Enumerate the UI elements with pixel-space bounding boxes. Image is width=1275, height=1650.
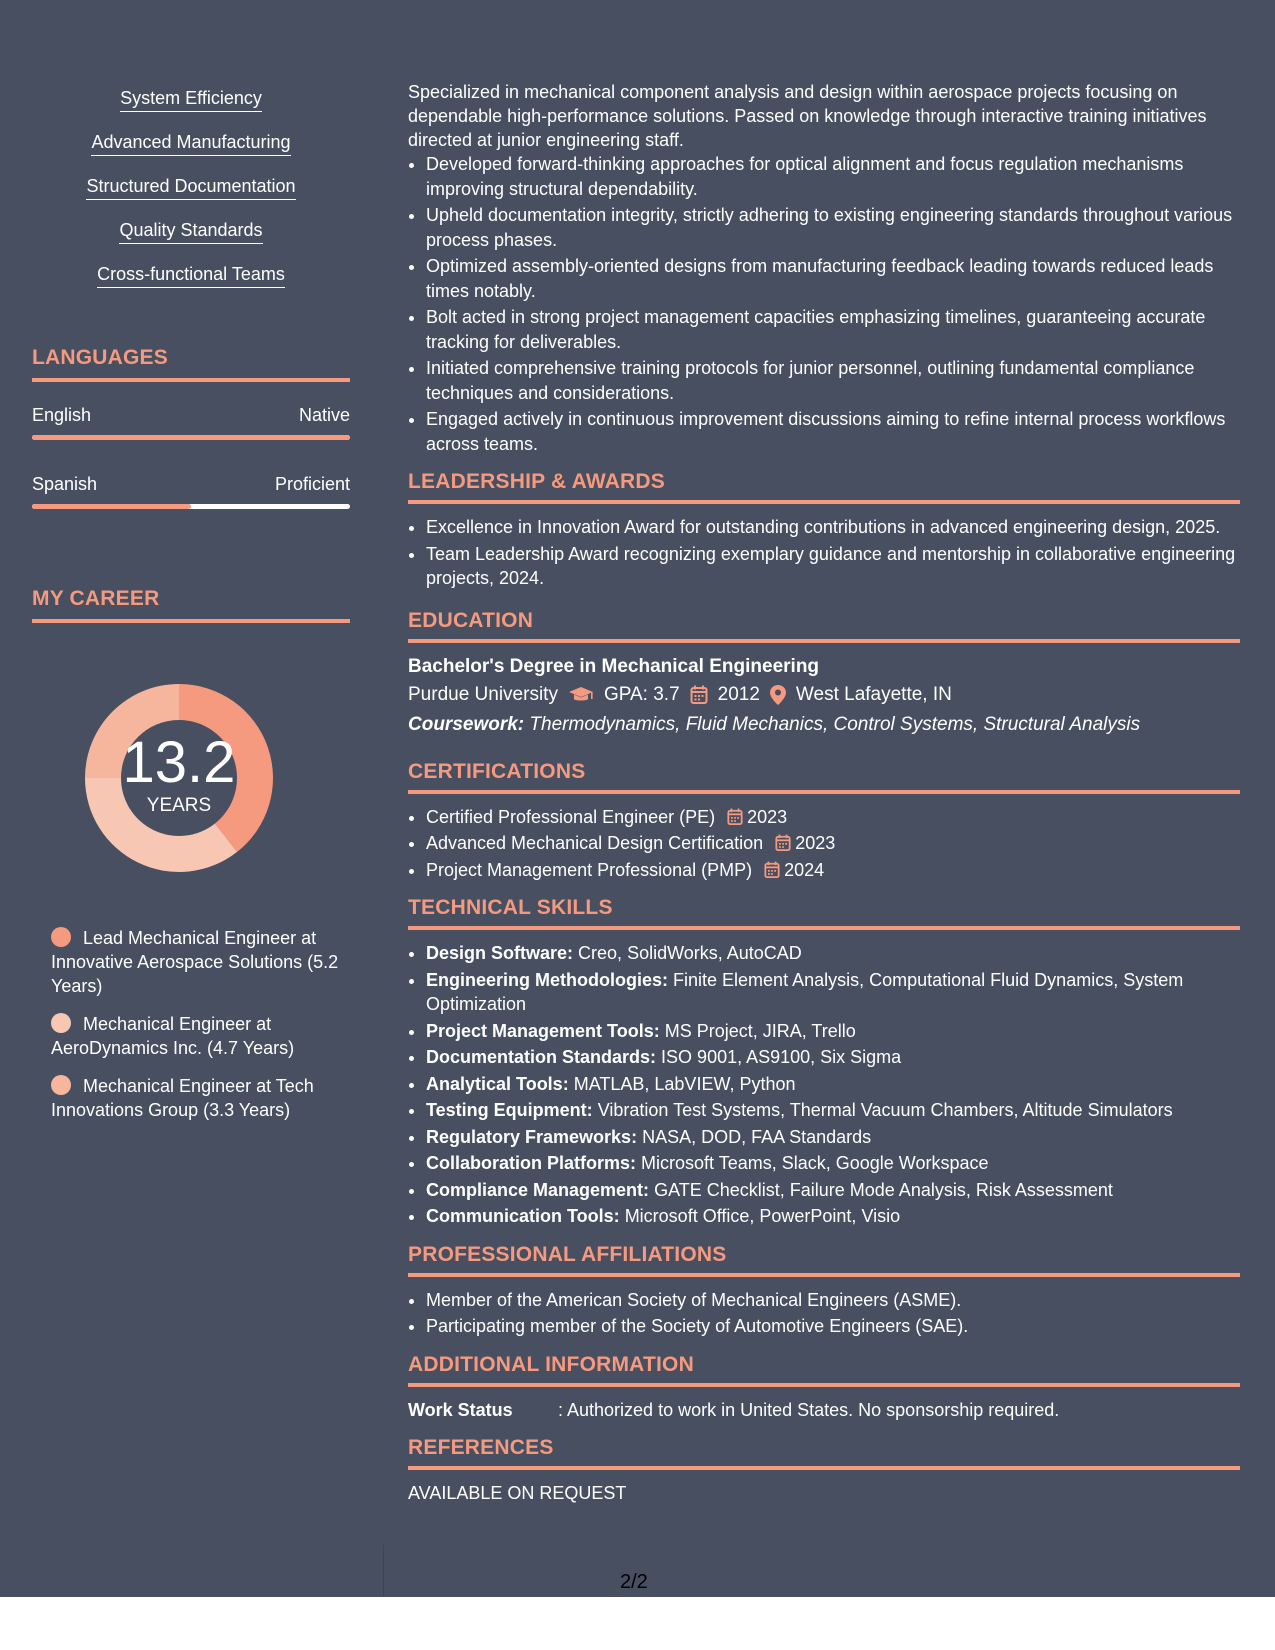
section-rule (408, 926, 1240, 930)
calendar-icon (775, 834, 791, 852)
section-rule (408, 1273, 1240, 1277)
skill-category: Analytical Tools: (426, 1073, 569, 1094)
certification-year: 2024 (784, 859, 825, 880)
career-legend-item (51, 1012, 341, 1060)
skill-category: Compliance Management: (426, 1179, 650, 1200)
award-item: • Team Leadership Award recognizing exemplary guidance and mentorship in collaborative engineering projects, 2024. (426, 542, 1240, 591)
education-heading: EDUCATION (408, 608, 534, 632)
skill-values: Vibration Test Systems, Thermal Vacuum Chambers, Altitude Simulators (597, 1100, 1173, 1120)
skill-values: Microsoft Teams, Slack, Google Workspace (641, 1153, 989, 1173)
certification-item (426, 858, 1240, 883)
technical-skill-item (426, 941, 1240, 966)
affiliations-section (408, 1243, 1240, 1339)
technical-skill-item (426, 1125, 1240, 1150)
calendar-icon (690, 685, 708, 705)
certification-name: • Advanced Mechanical Design Certification (426, 833, 764, 853)
skill-tag: Structured Documentation (86, 175, 295, 200)
certification-year: 2023 (795, 833, 836, 853)
references-section (408, 1436, 1240, 1505)
skill-category: Regulatory Frameworks: (426, 1126, 638, 1147)
section-rule (408, 1466, 1240, 1470)
calendar-icon (764, 861, 780, 879)
graduation-year: 2012 (717, 683, 760, 705)
skill-values: MATLAB, LabVIEW, Python (573, 1073, 796, 1094)
map-pin-icon (770, 685, 786, 705)
skill-values: GATE Checklist, Failure Mode Analysis, Risk Assessment (654, 1179, 1113, 1200)
technical-skill-item (426, 1178, 1240, 1203)
gpa: GPA: 3.7 (603, 683, 680, 705)
technical-skills-section (408, 896, 1240, 1229)
degree-title: Bachelor's Degree in Mechanical Engineering (408, 655, 820, 677)
legend-label: Mechanical Engineer at Tech Innovations Group (3.3 Years) (51, 1076, 314, 1120)
skill-category: Engineering Methodologies: (426, 969, 668, 990)
technical-skill-item (426, 1098, 1240, 1123)
experience-summary: Specialized in mechanical component analysis and design within aerospace projects focusing on dependable high-performance solutions. Passed on knowledge through interactive training initiatives directed at junior engineering staff. (408, 82, 1207, 150)
skill-values: MS Project, JIRA, Trello (664, 1020, 856, 1041)
career-section-header (32, 587, 350, 623)
education-location: West Lafayette, IN (795, 683, 952, 705)
certifications-section (408, 760, 1240, 883)
languages-heading: LANGUAGES (32, 346, 168, 369)
coursework (408, 710, 1240, 740)
section-rule (408, 790, 1240, 794)
skill-category: Testing Equipment: (426, 1100, 593, 1120)
column-divider (383, 1545, 384, 1597)
experience-bullet: • Developed forward-thinking approaches for optical alignment and focus regulation mechanisms improving structural dependability. (426, 152, 1240, 201)
affiliation-item: • Member of the American Society of Mechanical Engineers (ASME). (426, 1288, 1240, 1313)
career-heading: MY CAREER (32, 587, 160, 610)
section-rule (408, 500, 1240, 504)
career-donut-chart (67, 666, 291, 890)
career-years-label: YEARS (146, 795, 212, 816)
certification-item (426, 831, 1240, 856)
additional-information-heading: ADDITIONAL INFORMATION (408, 1352, 694, 1376)
language-row-spanish (32, 473, 350, 509)
legend-dot (51, 1013, 71, 1033)
skill-category: Communication Tools: (426, 1206, 620, 1226)
technical-skills-heading: TECHNICAL SKILLS (408, 896, 613, 919)
legend-label: Lead Mechanical Engineer at Innovative Aerospace Solutions (5.2 Years) (51, 928, 339, 996)
technical-skill-item (426, 1019, 1240, 1044)
leadership-section (408, 470, 1240, 591)
language-level-bar (32, 435, 350, 440)
technical-skill-item (426, 968, 1240, 1017)
experience-bullet: • Upheld documentation integrity, strictly adhering to existing engineering standards throughout various process phases. (426, 203, 1240, 252)
references-text: AVAILABLE ON REQUEST (408, 1482, 627, 1503)
skill-values: ISO 9001, AS9100, Six Sigma (661, 1047, 902, 1067)
section-rule (408, 639, 1240, 643)
technical-skill-item (426, 1045, 1240, 1070)
page-number: 2/2 (620, 1571, 648, 1593)
experience-bullet: • Optimized assembly-oriented designs from manufacturing feedback leading towards reduced leads times notably. (426, 254, 1240, 303)
right-column (408, 80, 1240, 1505)
additional-information-section (408, 1353, 1240, 1422)
work-status (408, 1398, 1240, 1422)
language-level-fill (32, 504, 191, 509)
work-status-label: Work Status (408, 1399, 513, 1420)
section-rule (32, 619, 350, 623)
certification-year: 2023 (747, 806, 788, 827)
skill-tag: Cross-functional Teams (97, 263, 285, 288)
legend-dot (51, 927, 71, 947)
skill-category: Project Management Tools: (426, 1020, 660, 1041)
career-legend-item (51, 1074, 341, 1122)
education-details (408, 680, 1240, 710)
language-level-fill (32, 435, 350, 440)
experience-bullets (408, 152, 1240, 456)
career-total-years: 13.2 (122, 730, 236, 795)
affiliations-heading: PROFESSIONAL AFFILIATIONS (408, 1242, 727, 1266)
technical-skill-item (426, 1151, 1240, 1176)
calendar-icon (727, 808, 743, 826)
certification-name: • Project Management Professional (PMP) (426, 859, 753, 880)
technical-skill-item (426, 1072, 1240, 1097)
language-level: Native (298, 405, 350, 425)
experience-bullet: • Bolt acted in strong project management capacities emphasizing timelines, guaranteeing accurate tracking for deliverables. (426, 305, 1240, 354)
leadership-heading: LEADERSHIP & AWARDS (408, 470, 665, 493)
skill-category: Collaboration Platforms: (426, 1153, 637, 1173)
award-item: • Excellence in Innovation Award for outstanding contributions in advanced engineering design, 2025. (426, 515, 1240, 540)
language-name: Spanish (32, 474, 98, 494)
experience-bullet: • Initiated comprehensive training protocols for junior personnel, outlining fundamental compliance techniques and considerations. (426, 356, 1240, 405)
skill-values: Microsoft Office, PowerPoint, Visio (624, 1206, 901, 1226)
graduation-cap-icon (568, 686, 594, 704)
language-level-bar (32, 504, 350, 509)
legend-dot (51, 1075, 71, 1095)
school-name: Purdue University (408, 683, 558, 705)
references-heading: REFERENCES (408, 1435, 554, 1459)
technical-skill-item (426, 1204, 1240, 1229)
skill-tag: System Efficiency (120, 87, 262, 112)
legend-label: Mechanical Engineer at AeroDynamics Inc. (4.7 Years) (51, 1014, 295, 1058)
skill-tag: Advanced Manufacturing (91, 131, 290, 156)
skills-tags (32, 87, 350, 307)
language-level: Proficient (274, 474, 350, 494)
certifications-heading: CERTIFICATIONS (408, 759, 586, 783)
section-rule (32, 378, 350, 382)
coursework-list: Thermodynamics, Fluid Mechanics, Control Systems, Structural Analysis (529, 713, 1141, 735)
skill-tag: Quality Standards (119, 219, 262, 244)
skill-category: Documentation Standards: (426, 1047, 657, 1067)
languages-section-header (32, 346, 350, 382)
certification-item (426, 805, 1240, 830)
career-legend (51, 926, 341, 1136)
certification-name: • Certified Professional Engineer (PE) (426, 806, 716, 827)
skill-category: Design Software: (426, 943, 574, 963)
skill-values: Finite Element Analysis, Computational Fluid Dynamics, System Optimization (426, 969, 1184, 1014)
career-legend-item (51, 926, 341, 998)
skill-values: Creo, SolidWorks, AutoCAD (578, 943, 802, 963)
skill-values: NASA, DOD, FAA Standards (642, 1126, 872, 1147)
section-rule (408, 1383, 1240, 1387)
coursework-label: Coursework: (408, 713, 525, 735)
affiliation-item: • Participating member of the Society of Automotive Engineers (SAE). (426, 1314, 1240, 1339)
language-name: English (32, 405, 92, 425)
education-section (408, 609, 1240, 740)
language-row-english (32, 404, 350, 440)
work-status-value: : Authorized to work in United States. No sponsorship required. (558, 1399, 1060, 1420)
experience-bullet: • Engaged actively in continuous improvement discussions aiming to refine internal process workflows across teams. (426, 407, 1240, 456)
